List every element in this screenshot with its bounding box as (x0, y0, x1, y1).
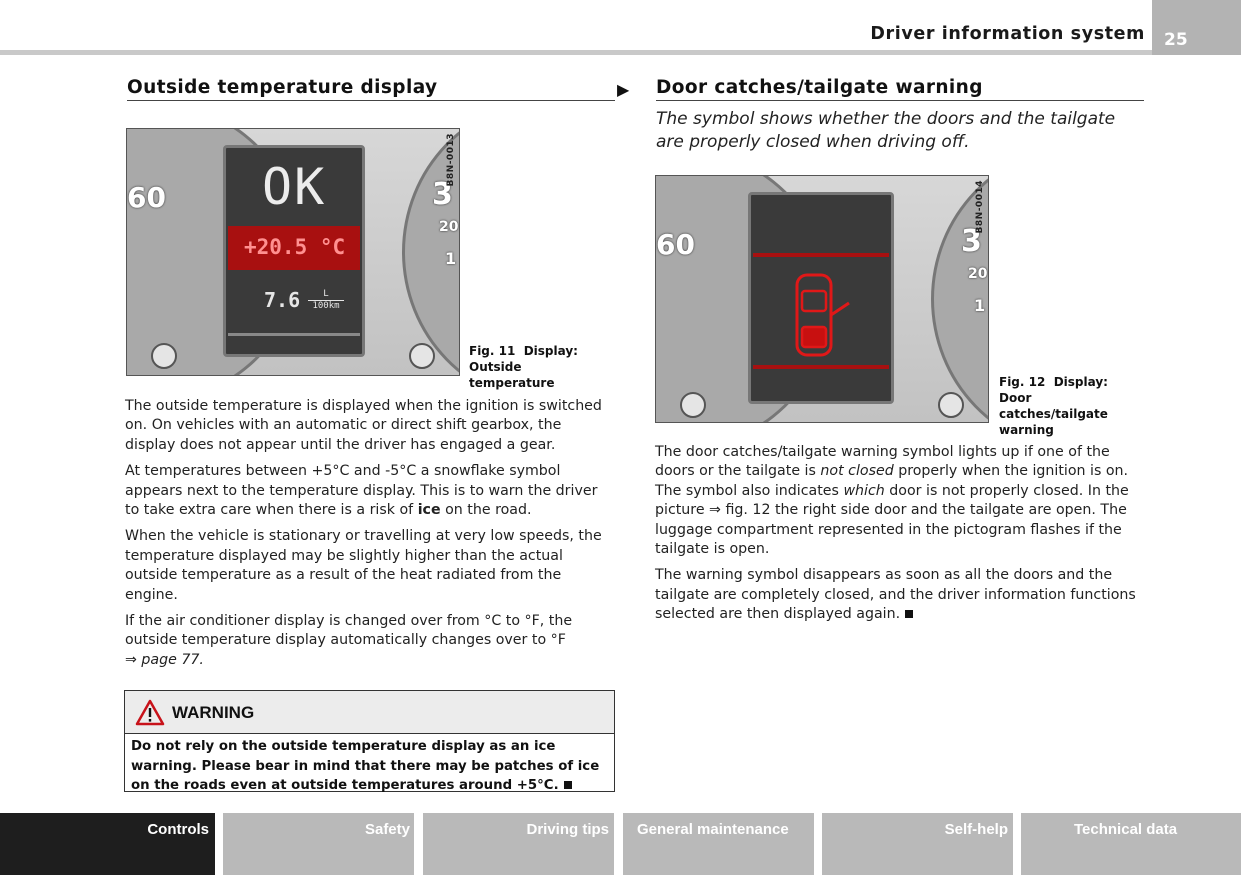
warning-text (131, 737, 611, 796)
display-temperature-value: +20.5 °C (244, 235, 346, 259)
text: properly when the ignition is on. The symbol also indicates (655, 463, 1129, 499)
display-ok-text: OK (262, 158, 327, 216)
tab-label: Self-help (944, 821, 1008, 838)
warning-title: WARNING (172, 703, 255, 722)
footer-tab-safety[interactable] (223, 813, 414, 875)
right-gauge-number-one: 1 (974, 296, 986, 315)
end-square-icon (564, 781, 572, 789)
figure-11-image (126, 128, 460, 376)
footer-tab-self-help[interactable] (822, 813, 1013, 875)
lead-text: The symbol shows whether the doors and the tailgate are properly closed when driving off. (656, 109, 1116, 152)
tab-label: Driving tips (526, 821, 609, 838)
right-gauge-number-small: 20 (968, 266, 988, 282)
tab-label: Technical data (1074, 821, 1178, 838)
paragraph: When the vehicle is stationary or travelling at very low speeds, the temperature displayed may be slightly higher than the actual outside temperature as a result of the heat radiated from the engine. (125, 528, 602, 603)
display-consumption-value: 7.6 (264, 288, 301, 312)
end-square-icon (905, 610, 913, 618)
text: If the air conditioner display is changed over from °C to °F, the outside temperature display automatically changes over to °F (125, 613, 573, 649)
caption-text: Display: Outside temperature (469, 344, 578, 390)
tab-label: General maintenance (637, 821, 789, 838)
footer-tab-controls[interactable] (0, 813, 215, 875)
section-heading-outside-temperature: Outside temperature display (127, 77, 615, 101)
page-number: 25 (1164, 30, 1188, 50)
italic-text: which (843, 482, 885, 499)
figure-12-caption (999, 374, 1144, 438)
text: on the road. (440, 502, 532, 519)
paragraph (655, 443, 1145, 559)
figure-11-caption (469, 343, 609, 391)
left-knob (151, 343, 177, 369)
caption-number: Fig. 11 (469, 344, 516, 358)
figure-12-image (655, 175, 989, 423)
left-knob (680, 392, 706, 418)
right-knob (938, 392, 964, 418)
paragraph (125, 462, 615, 520)
footer-tab-driving-tips[interactable] (423, 813, 614, 875)
page-reference-link[interactable]: ⇒ page 77. (125, 651, 204, 668)
driver-info-display (223, 145, 365, 357)
paragraph (655, 566, 1145, 624)
italic-text: not closed (820, 463, 894, 480)
warning-body: Do not rely on the outside temperature display as an ice warning. Please bear in mind that there may be patches of ice on the roads even at outside temperatures around +5°C. (131, 739, 600, 793)
warning-box (124, 690, 615, 792)
display-red-line-top (753, 253, 889, 257)
page-section-title: Driver information system (870, 24, 1145, 44)
figure-code: B8N-0013 (446, 133, 456, 187)
display-consumption-unit (304, 289, 348, 311)
caption-number: Fig. 12 (999, 375, 1046, 389)
paragraph (125, 612, 615, 670)
display-red-line-bottom (753, 365, 889, 369)
left-gauge-number: 60 (656, 228, 695, 261)
left-body-text (125, 397, 615, 670)
caption-text: Display: Door catches/tailgate warning (999, 375, 1108, 437)
driver-info-display (748, 192, 894, 404)
footer-tab-technical-data[interactable] (1021, 813, 1241, 875)
footer-tab-general-maintenance[interactable] (623, 813, 814, 875)
continue-arrow-icon: ▶ (617, 80, 630, 99)
page-number-tab (1152, 0, 1241, 55)
header-rule (0, 50, 1152, 55)
paragraph: The outside temperature is displayed when the ignition is switched on. On vehicles with an automatic or direct shift gearbox, the display does not appear until the driver has engaged a gear. (125, 398, 602, 453)
tab-label: Safety (364, 821, 410, 838)
text: The door catches/tailgate warning symbol lights up if one of the doors or the tailgate is (655, 444, 1110, 480)
unit-bottom: 100km (308, 300, 344, 311)
right-gauge-number-one: 1 (445, 249, 457, 268)
tab-label: Controls (147, 821, 209, 838)
warning-triangle-icon (135, 699, 165, 726)
text: door is not properly closed. In the picture ⇒ fig. 12 the right side door and the tailgate are open. The luggage compartment represented in the pictogram flashes if the tailgate is open. (655, 482, 1129, 558)
car-doors-open-icon (791, 269, 861, 361)
unit-top: L (323, 289, 329, 299)
warning-header (125, 691, 614, 734)
text: The warning symbol disappears as soon as all the doors and the tailgate are completely closed, and the driver information functions selected are then displayed again. (655, 567, 1136, 623)
section-heading-door-catches: Door catches/tailgate warning (656, 77, 1144, 101)
right-gauge-number-small: 20 (439, 219, 459, 235)
right-gauge-number-large: 3 (961, 224, 982, 259)
bold-text: ice (417, 502, 441, 519)
right-gauge-number-large: 3 (432, 177, 453, 212)
left-gauge-number: 60 (127, 181, 166, 214)
right-knob (409, 343, 435, 369)
display-divider (228, 333, 360, 336)
text: At temperatures between +5°C and -5°C a snowflake symbol appears next to the temperature display. This is to warn the driver to take extra care when there is a risk of (125, 463, 598, 519)
figure-code: B8N-0014 (975, 180, 985, 234)
right-body-text (655, 443, 1145, 625)
